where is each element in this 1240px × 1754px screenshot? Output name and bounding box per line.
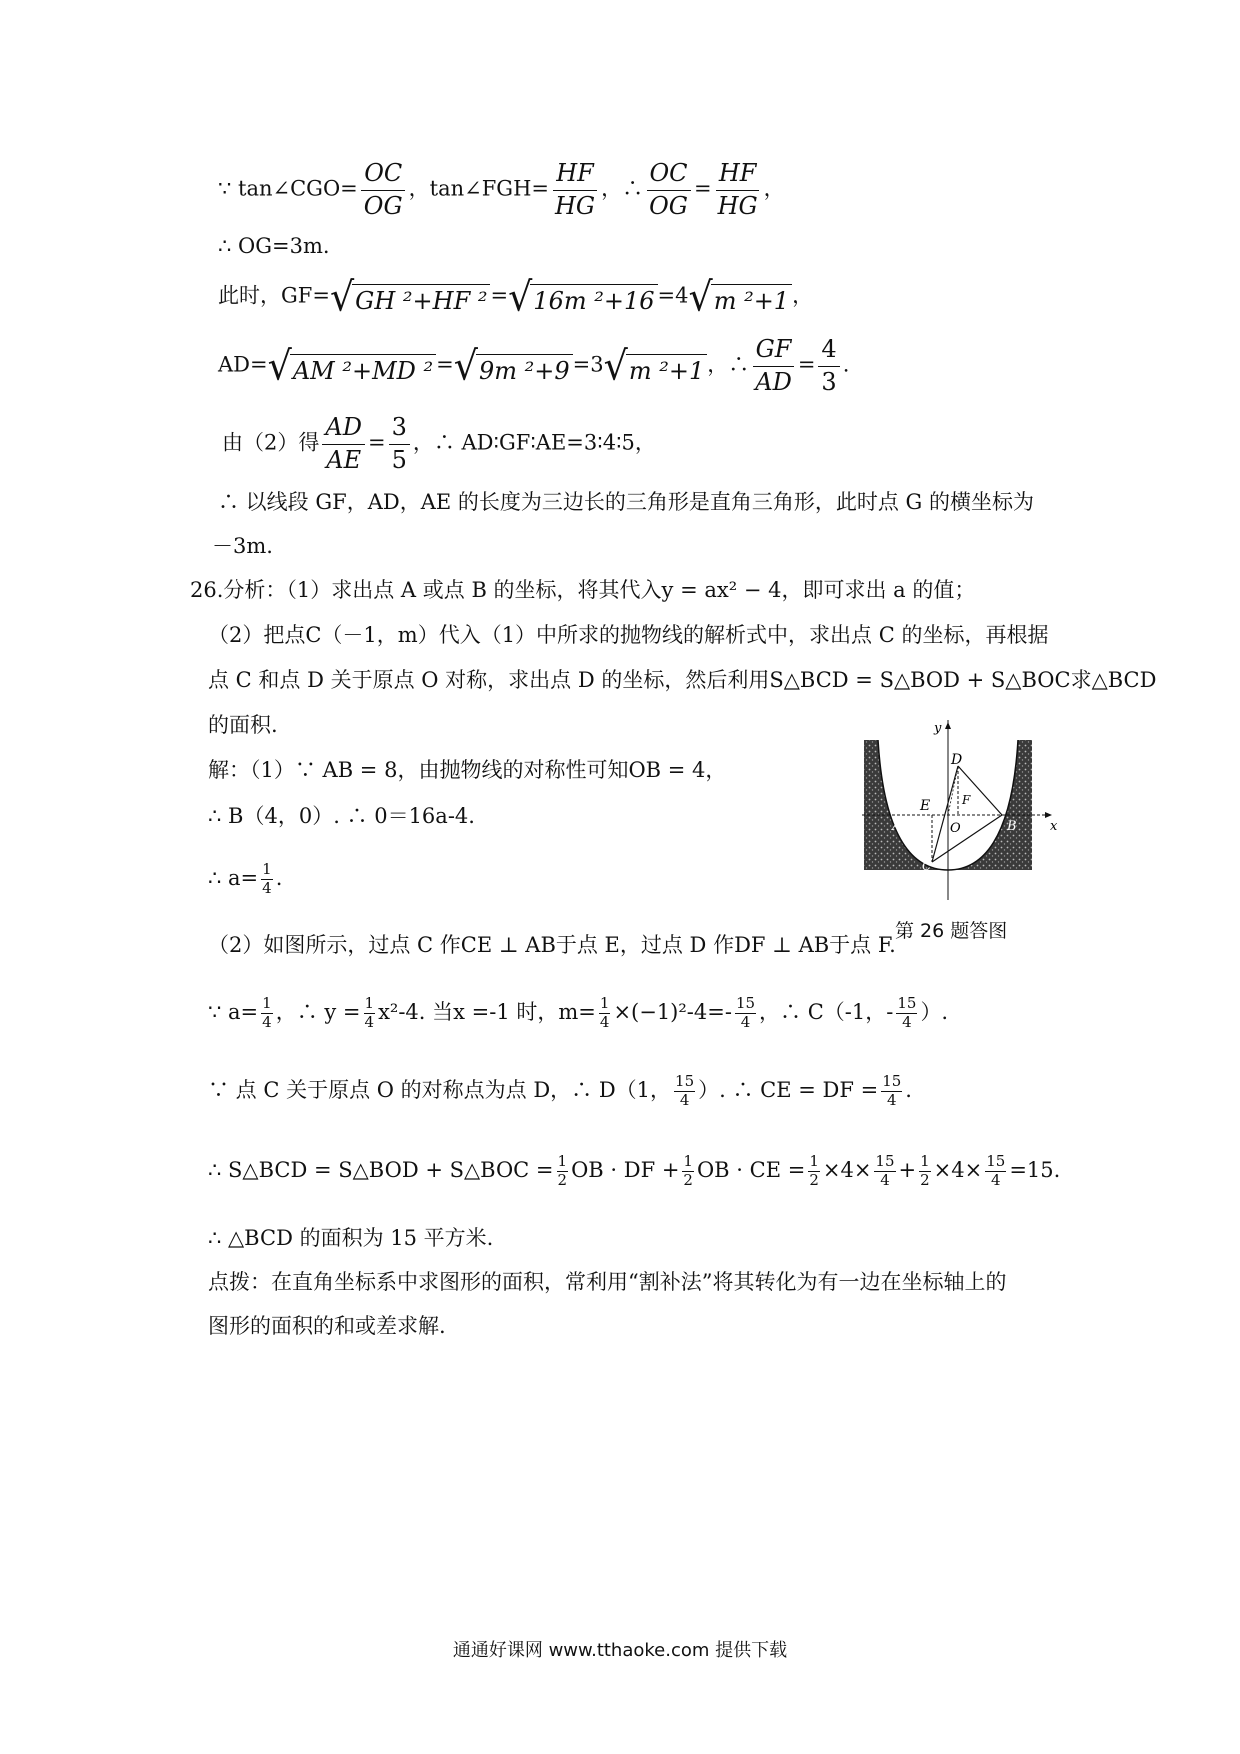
label-e: E xyxy=(920,798,931,814)
num: 1 xyxy=(364,994,375,1012)
text: ）. ∴ CE = DF = xyxy=(698,1077,879,1102)
text: ）. xyxy=(920,999,949,1024)
frac xyxy=(919,1154,931,1189)
text: 由（2）得 xyxy=(222,430,320,455)
text: ，∴ AD∶GF∶AE=3∶4∶5， xyxy=(412,430,656,455)
sqrt-m2-b: √ m ²+1 xyxy=(604,347,708,385)
line-b-coord xyxy=(208,806,475,827)
text: =4 xyxy=(657,283,689,308)
text: ∴ △BCD 的面积为 15 平方米. xyxy=(208,1226,494,1250)
text: . xyxy=(842,352,850,377)
line-conclusion xyxy=(218,492,1034,513)
text: =15. xyxy=(1009,1157,1061,1182)
text: + xyxy=(898,1157,917,1182)
num: 1 xyxy=(599,994,610,1012)
num: 15 xyxy=(986,1152,1006,1170)
parabola-figure xyxy=(862,720,1062,900)
den: 4 xyxy=(599,1012,610,1031)
frac xyxy=(808,1154,820,1189)
text: （2）把点C（－1，m）代入（1）中所求的抛物线的解析式中，求出点 C 的坐标，再根据 xyxy=(208,623,1049,647)
frac-ad-ae xyxy=(322,414,365,474)
den: 4 xyxy=(991,1170,1001,1189)
text: = xyxy=(490,283,509,308)
text: ∴ OG=3m. xyxy=(218,234,330,258)
text: . xyxy=(275,865,283,890)
text: 点 C 和点 D 关于原点 O 对称，求出点 D 的坐标，然后利用S△BCD = S△BOD + S△BOC求△BCD xyxy=(208,668,1157,692)
label-y: y xyxy=(934,721,942,736)
den: 5 xyxy=(391,445,407,474)
den: 4 xyxy=(902,1012,912,1031)
num: 1 xyxy=(809,1152,819,1170)
frac-1-4 xyxy=(261,862,273,897)
text: ×4× xyxy=(933,1157,983,1182)
text: 解：（1）∵ AB = 8，由抛物线的对称性可知OB = 4， xyxy=(208,758,727,782)
text: AD= xyxy=(218,352,268,377)
text: ∴ 以线段 GF，AD，AE 的长度为三边长的三角形是直角三角形，此时点 G 的横坐标为 xyxy=(218,490,1034,514)
text: =3 xyxy=(572,352,604,377)
radicand: m ²+1 xyxy=(711,284,792,316)
frac xyxy=(674,1074,695,1109)
text: ∴ a= xyxy=(208,865,259,890)
text: （2）如图所示，过点 C 作CE ⊥ AB于点 E，过点 D 作DF ⊥ AB于点 F. xyxy=(208,933,896,957)
label-b: B xyxy=(1007,819,1017,834)
sqrt-9m: √ 9m ²+9 xyxy=(454,347,573,385)
text: ∴ B（4，0）. ∴ 0＝16a-4. xyxy=(208,804,475,828)
line-a-value xyxy=(208,862,282,897)
num: 15 xyxy=(875,1152,895,1170)
frac xyxy=(557,1154,569,1189)
den: 2 xyxy=(557,1170,568,1189)
frac xyxy=(874,1154,895,1189)
line-q26-analysis xyxy=(190,580,975,601)
text: = xyxy=(797,352,816,377)
den: AE xyxy=(326,445,362,474)
radicand: 16m ²+16 xyxy=(530,284,657,316)
text: OB · CE = xyxy=(696,1157,806,1182)
frac xyxy=(599,996,611,1031)
frac xyxy=(985,1154,1006,1189)
den: OG xyxy=(649,191,688,220)
num: 1 xyxy=(683,1152,693,1170)
num: 1 xyxy=(262,994,272,1012)
line-gf xyxy=(218,273,814,321)
text: ×(−1)²-4=- xyxy=(613,999,732,1024)
label-f: F xyxy=(962,793,971,807)
frac-4-3 xyxy=(818,336,839,396)
den: 3 xyxy=(821,367,837,396)
frac-oc-og-2 xyxy=(646,160,691,220)
num: HF xyxy=(716,160,760,191)
text: = xyxy=(436,352,454,377)
line-solve1 xyxy=(208,760,726,781)
label-a: A xyxy=(892,819,902,834)
line-q26-symmetric xyxy=(208,670,1156,691)
line-tan xyxy=(218,160,785,220)
den: 4 xyxy=(679,1090,690,1109)
num: HF xyxy=(553,160,597,191)
num: 15 xyxy=(675,1072,695,1090)
line-d-coord xyxy=(208,1074,912,1109)
den: HG xyxy=(554,191,596,220)
text: ， xyxy=(792,283,814,308)
frac-oc-og xyxy=(361,160,406,220)
num: AD xyxy=(322,414,365,445)
num: 15 xyxy=(735,994,756,1012)
text: ∵ tan∠CGO= xyxy=(218,176,358,201)
text: OB · DF + xyxy=(571,1157,680,1182)
line-area-result xyxy=(208,1228,493,1249)
num: 1 xyxy=(262,860,272,878)
den: 4 xyxy=(364,1012,375,1031)
segment-db xyxy=(958,766,1002,815)
text: ， xyxy=(763,176,785,201)
num: 1 xyxy=(557,1152,568,1170)
line-ratio xyxy=(222,414,656,474)
den: 4 xyxy=(262,1012,272,1031)
radicand: AM ²+MD ² xyxy=(290,354,436,386)
frac xyxy=(735,996,756,1031)
line-tip xyxy=(208,1272,1006,1293)
text: 26.分析：（1）求出点 A 或点 B 的坐标，将其代入y = ax² − 4，即可求出 a 的值； xyxy=(190,578,976,602)
line-c-coord xyxy=(208,996,948,1031)
den: 4 xyxy=(880,1170,890,1189)
text: ，∴ xyxy=(707,352,750,377)
x-arrow xyxy=(1045,812,1052,818)
text: 的面积. xyxy=(208,713,278,737)
den: 2 xyxy=(920,1170,930,1189)
frac xyxy=(881,1074,902,1109)
frac-3-5 xyxy=(389,414,410,474)
text: 此时，GF= xyxy=(218,283,330,308)
frac xyxy=(896,996,917,1031)
text: = xyxy=(693,176,712,201)
label-x: x xyxy=(1050,819,1058,834)
text: = xyxy=(367,430,386,455)
num: 3 xyxy=(389,414,410,445)
text: ，∴ xyxy=(601,176,644,201)
frac-hf-hg-2 xyxy=(715,160,761,220)
text: 点拨：在直角坐标系中求图形的面积，常利用“割补法”将其转化为有一边在坐标轴上的 xyxy=(208,1270,1007,1294)
frac xyxy=(364,996,376,1031)
radicand: m ²+1 xyxy=(626,354,707,386)
line-ad xyxy=(218,336,849,396)
line-area-calc xyxy=(208,1154,1060,1189)
den: 2 xyxy=(683,1170,693,1189)
footer: 通通好课网 www.tthaoke.com 提供下载 xyxy=(452,1640,788,1661)
text: －3m. xyxy=(212,534,273,558)
frac-hf-hg xyxy=(552,160,598,220)
line-q26-area xyxy=(208,715,278,736)
figure-caption: 第 26 题答图 xyxy=(895,920,1008,942)
frac-gf-ad xyxy=(752,336,795,396)
label-c: C xyxy=(922,859,932,873)
text: 图形的面积的和或差求解. xyxy=(208,1314,446,1338)
text: ×4× xyxy=(822,1157,872,1182)
text: ∴ S△BCD = S△BOD + S△BOC = xyxy=(208,1157,554,1182)
frac xyxy=(682,1154,694,1189)
den: HG xyxy=(717,191,758,220)
text: ∵ a= xyxy=(208,999,259,1024)
radicand: 9m ²+9 xyxy=(476,354,573,386)
label-d: D xyxy=(951,752,963,768)
y-arrow xyxy=(945,722,951,729)
label-o: O xyxy=(950,821,961,836)
num: OC xyxy=(647,160,691,191)
text: ∵ 点 C 关于原点 O 的对称点为点 D，∴ D（1， xyxy=(208,1077,672,1102)
den: AD xyxy=(755,367,792,396)
line-q26-part2 xyxy=(208,625,1048,646)
text: . xyxy=(905,1077,912,1102)
line-solve2 xyxy=(208,935,896,956)
sqrt-m2: √ m ²+1 xyxy=(688,278,792,316)
num: OC xyxy=(361,160,405,191)
text: ，∴ C（-1，- xyxy=(759,999,894,1024)
num: 15 xyxy=(882,1072,902,1090)
radicand: GH ²+HF ² xyxy=(352,284,490,316)
den: 4 xyxy=(740,1012,751,1031)
num: 15 xyxy=(897,994,917,1012)
sqrt-16m: √ 16m ²+16 xyxy=(508,278,657,316)
den: 4 xyxy=(262,878,272,897)
sqrt-gh-hf: √ GH ²+HF ² xyxy=(330,278,491,316)
den: 2 xyxy=(809,1170,819,1189)
line-og xyxy=(218,236,330,257)
sqrt-am-md: √ AM ²+MD ² xyxy=(268,347,437,385)
text: ，∴ y = xyxy=(275,999,361,1024)
den: 4 xyxy=(886,1090,897,1109)
text: x²-4. 当x =-1 时，m= xyxy=(378,999,596,1024)
frac xyxy=(261,996,273,1031)
text: ，tan∠FGH= xyxy=(408,176,549,201)
num: GF xyxy=(753,336,795,367)
line-tip2 xyxy=(208,1316,446,1337)
line-neg3m xyxy=(212,536,273,557)
num: 4 xyxy=(818,336,839,367)
num: 1 xyxy=(920,1152,930,1170)
den: OG xyxy=(363,191,403,220)
